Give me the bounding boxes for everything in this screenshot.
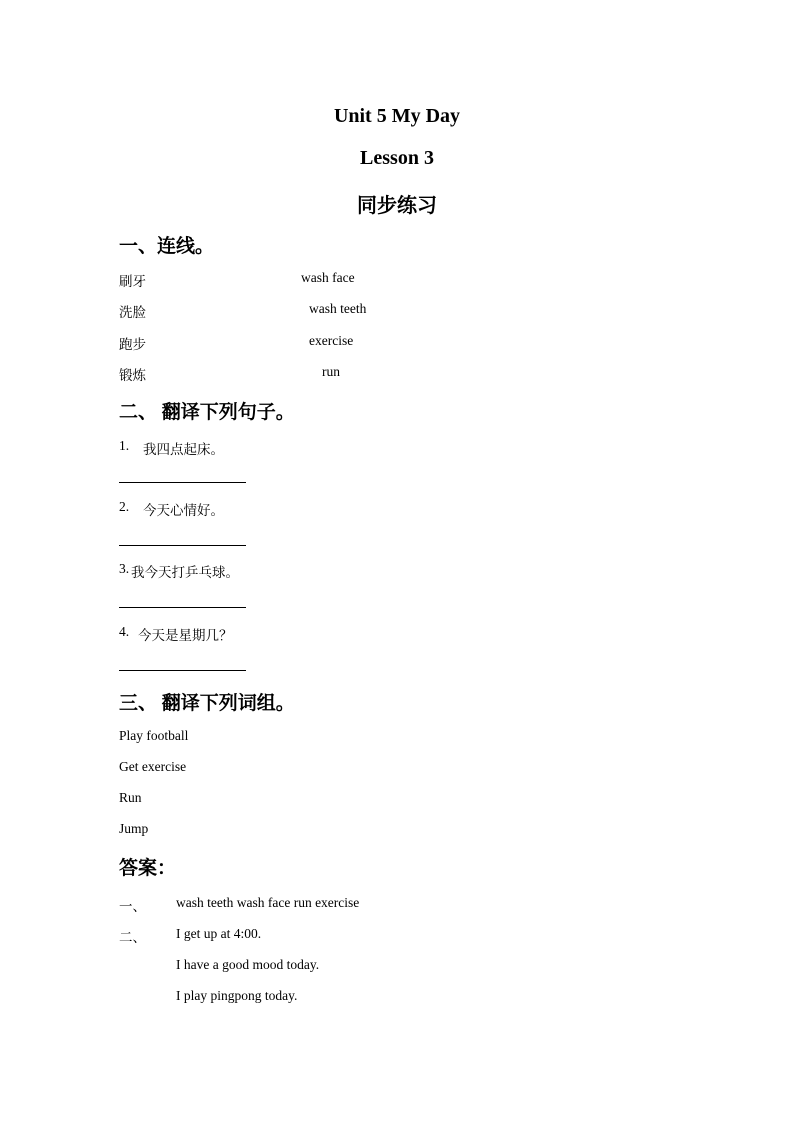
match-right-item: wash face <box>301 270 355 285</box>
section2-heading: 二、 翻译下列句子。 <box>119 402 295 423</box>
phrase-item: Jump <box>119 821 149 836</box>
match-left-item: 跑步 <box>119 337 146 352</box>
unit-title: Unit 5 My Day <box>333 105 461 127</box>
phrase-item: Play football <box>119 728 189 743</box>
answer-blank-line[interactable] <box>119 545 246 546</box>
answer-label: 一、 <box>119 899 146 914</box>
answer-blank-line[interactable] <box>119 670 246 671</box>
answer-label: 二、 <box>119 930 146 945</box>
match-right-item: exercise <box>309 333 354 348</box>
answer-blank-line[interactable] <box>119 607 246 608</box>
sentence-number: 3. <box>119 561 130 576</box>
match-left-item: 洗脸 <box>119 305 146 320</box>
answer-text: I play pingpong today. <box>176 988 298 1003</box>
match-right-item: run <box>322 364 340 379</box>
match-left-item: 锻炼 <box>119 368 146 383</box>
answers-heading: 答案： <box>119 858 177 879</box>
answer-text: wash teeth wash face run exercise <box>176 895 360 910</box>
section3-heading: 三、 翻译下列词组。 <box>119 693 295 714</box>
section1-heading: 一、连线。 <box>119 236 215 257</box>
sentence-text: 我今天打乒乓球。 <box>131 565 239 580</box>
phrase-item: Get exercise <box>119 759 187 774</box>
match-left-item: 刷牙 <box>119 274 146 289</box>
sentence-text: 今天是星期几？ <box>138 628 233 643</box>
sentence-number: 4. <box>119 624 130 639</box>
sentence-number: 1. <box>119 438 130 453</box>
phrase-item: Run <box>119 790 142 805</box>
sentence-text: 今天心情好。 <box>143 503 224 518</box>
page-subtitle: 同步练习 <box>357 195 437 217</box>
sentence-number: 2. <box>119 499 130 514</box>
lesson-title: Lesson 3 <box>360 147 434 169</box>
match-right-item: wash teeth <box>309 301 367 316</box>
answer-text: I get up at 4:00. <box>176 926 262 941</box>
answer-text: I have a good mood today. <box>176 957 320 972</box>
sentence-text: 我四点起床。 <box>143 442 224 457</box>
answer-blank-line[interactable] <box>119 482 246 483</box>
